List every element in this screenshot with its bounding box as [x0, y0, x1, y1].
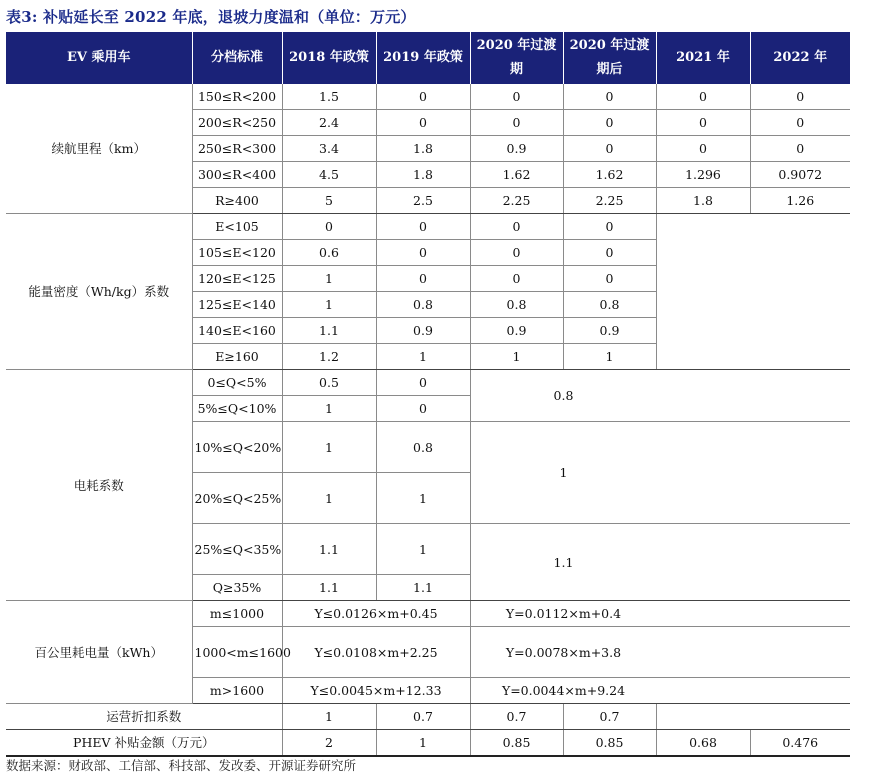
cell-2019: 0: [376, 266, 470, 292]
cell-2018: 1: [282, 266, 376, 292]
header-2018-policy: 2018 年政策: [282, 32, 376, 84]
cell-standard: 140≤E<160: [192, 318, 282, 344]
cell-2020-after: 0: [563, 84, 656, 110]
cell-2020-transition: 0: [470, 266, 563, 292]
cell-standard: R≥400: [192, 188, 282, 214]
cell-standard: 150≤R<200: [192, 84, 282, 110]
cell-2019: 2.5: [376, 188, 470, 214]
cell-2020-after: 0: [563, 240, 656, 266]
cell-standard: 0≤Q<5%: [192, 370, 282, 396]
cell-2021: 0: [656, 110, 750, 136]
cell-merged-later: [470, 524, 850, 601]
cell-2019: 1: [376, 344, 470, 370]
cell-2019: 0: [376, 396, 470, 422]
cell-2018: 3.4: [282, 136, 376, 162]
cell-2021: 0: [656, 84, 750, 110]
table-row: [6, 84, 850, 110]
data-source-note: 数据来源：财政部、工信部、科技部、发改委、开源证券研究所: [6, 758, 357, 773]
header-standard: 分档标准: [192, 32, 282, 84]
cell-2020-after: 0: [563, 266, 656, 292]
cell-2019: 0: [376, 110, 470, 136]
cell-2019: 0.8: [376, 292, 470, 318]
cell-merged-later: [470, 370, 850, 422]
cell-2020-after: 0.9: [563, 318, 656, 344]
header-ev-car: EV 乘用车: [6, 32, 192, 84]
cell-2021: 0: [656, 136, 750, 162]
cell-2019: 0.8: [376, 422, 470, 473]
cell-formula-2018: Y≤0.0045×m+12.33: [282, 678, 470, 704]
cell-2018: 1: [282, 396, 376, 422]
category-phev-subsidy: PHEV 补贴金额（万元）: [6, 730, 282, 757]
cell-2018: 1.2: [282, 344, 376, 370]
cell-standard: 105≤E<120: [192, 240, 282, 266]
cell-2020-transition: 0.8: [470, 292, 563, 318]
cell-standard: E≥160: [192, 344, 282, 370]
merged-value: 0.8: [553, 388, 574, 403]
cell-formula-later: [470, 601, 850, 627]
cell-2018: 1.5: [282, 84, 376, 110]
formula-value: Y=0.0078×m+3.8: [505, 644, 622, 660]
cell-2022: 0: [750, 84, 850, 110]
subsidy-table: [6, 32, 850, 757]
cell-2020-transition: 1: [470, 344, 563, 370]
cell-standard: 1000<m≤1600: [192, 627, 282, 678]
category-energy-density: 能量密度（Wh/kg）系数: [6, 214, 192, 370]
cell-2021: 0.68: [656, 730, 750, 757]
cell-2020-transition: 0.85: [470, 730, 563, 757]
table-row: [6, 601, 850, 627]
cell-2020-after: 0.7: [563, 704, 656, 730]
cell-2018: 0: [282, 214, 376, 240]
cell-standard: m>1600: [192, 678, 282, 704]
cell-standard: 10%≤Q<20%: [192, 422, 282, 473]
cell-2020-transition: 1.62: [470, 162, 563, 188]
table-row: [6, 704, 850, 730]
cell-2020-after: 0.85: [563, 730, 656, 757]
cell-2019: 1.1: [376, 575, 470, 601]
cell-formula-2018: Y≤0.0108×m+2.25: [282, 627, 470, 678]
table-title: 表3: 补贴延长至 2022 年底，退坡力度温和（单位：万元）: [6, 8, 416, 26]
cell-2019: 0: [376, 370, 470, 396]
formula-value: Y=0.0044×m+9.24: [501, 683, 626, 698]
header-2020-transition: 2020 年过渡期: [470, 32, 563, 84]
formula-value: Y=0.0112×m+0.4: [505, 606, 622, 621]
cell-2020-after: 2.25: [563, 188, 656, 214]
cell-formula-later: [470, 678, 850, 704]
table-row: [6, 370, 850, 396]
cell-standard: 250≤R<300: [192, 136, 282, 162]
header-2022: 2022 年: [750, 32, 850, 84]
cell-2018: 0.6: [282, 240, 376, 266]
cell-2020-transition: 0.9: [470, 136, 563, 162]
cell-2019: 1: [376, 730, 470, 757]
cell-standard: 300≤R<400: [192, 162, 282, 188]
cell-2019: 1: [376, 473, 470, 524]
cell-2020-transition: 0.9: [470, 318, 563, 344]
cell-2020-transition: 0: [470, 240, 563, 266]
cell-2019: 1: [376, 524, 470, 575]
cell-standard: 120≤E<125: [192, 266, 282, 292]
cell-empty: [656, 214, 850, 370]
cell-2018: 0.5: [282, 370, 376, 396]
cell-2018: 1.1: [282, 524, 376, 575]
cell-2022: 1.26: [750, 188, 850, 214]
cell-2018: 1.1: [282, 575, 376, 601]
cell-2019: 0.7: [376, 704, 470, 730]
cell-2021: 1.296: [656, 162, 750, 188]
cell-formula-later: [470, 627, 850, 678]
cell-2019: 1.8: [376, 136, 470, 162]
header-2019-policy: 2019 年政策: [376, 32, 470, 84]
cell-2020-transition: 0: [470, 110, 563, 136]
cell-standard: 20%≤Q<25%: [192, 473, 282, 524]
cell-2020-transition: 0.7: [470, 704, 563, 730]
cell-empty: [656, 704, 850, 730]
cell-standard: E<105: [192, 214, 282, 240]
cell-standard: 5%≤Q<10%: [192, 396, 282, 422]
cell-2020-after: 1.62: [563, 162, 656, 188]
cell-2018: 1: [282, 704, 376, 730]
category-operation-discount: 运营折扣系数: [6, 704, 282, 730]
cell-2019: 1.8: [376, 162, 470, 188]
cell-2019: 0: [376, 84, 470, 110]
cell-2022: 0: [750, 136, 850, 162]
header-2021: 2021 年: [656, 32, 750, 84]
table-row: [6, 214, 850, 240]
cell-2020-after: 0: [563, 110, 656, 136]
category-kwh-per-100km: 百公里耗电量（kWh）: [6, 601, 192, 704]
cell-2020-after: 1: [563, 344, 656, 370]
cell-2018: 4.5: [282, 162, 376, 188]
cell-2018: 1: [282, 292, 376, 318]
cell-2021: 1.8: [656, 188, 750, 214]
cell-2019: 0: [376, 240, 470, 266]
cell-2022: 0.9072: [750, 162, 850, 188]
cell-formula-2018: Y≤0.0126×m+0.45: [282, 601, 470, 627]
merged-value: 1.1: [553, 554, 574, 570]
header-row: [6, 32, 850, 84]
cell-2020-after: 0.8: [563, 292, 656, 318]
cell-2020-after: 0: [563, 136, 656, 162]
cell-2018: 1.1: [282, 318, 376, 344]
cell-2022: 0.476: [750, 730, 850, 757]
cell-2018: 1: [282, 473, 376, 524]
cell-2022: 0: [750, 110, 850, 136]
cell-2019: 0: [376, 214, 470, 240]
category-range: 续航里程（km）: [6, 84, 192, 214]
cell-standard: m≤1000: [192, 601, 282, 627]
cell-2018: 5: [282, 188, 376, 214]
table-row: [6, 730, 850, 757]
cell-2020-after: 0: [563, 214, 656, 240]
cell-2020-transition: 0: [470, 214, 563, 240]
cell-2020-transition: 2.25: [470, 188, 563, 214]
cell-2018: 1: [282, 422, 376, 473]
merged-value: 1: [559, 465, 568, 480]
header-2020-after-transition: 2020 年过渡期后: [563, 32, 656, 84]
cell-2018: 2: [282, 730, 376, 757]
cell-merged-later: [470, 422, 850, 524]
cell-standard: 125≤E<140: [192, 292, 282, 318]
cell-standard: Q≥35%: [192, 575, 282, 601]
cell-standard: 200≤R<250: [192, 110, 282, 136]
cell-2020-transition: 0: [470, 84, 563, 110]
cell-standard: 25%≤Q<35%: [192, 524, 282, 575]
category-power-consumption: 电耗系数: [6, 370, 192, 601]
cell-2018: 2.4: [282, 110, 376, 136]
cell-2019: 0.9: [376, 318, 470, 344]
